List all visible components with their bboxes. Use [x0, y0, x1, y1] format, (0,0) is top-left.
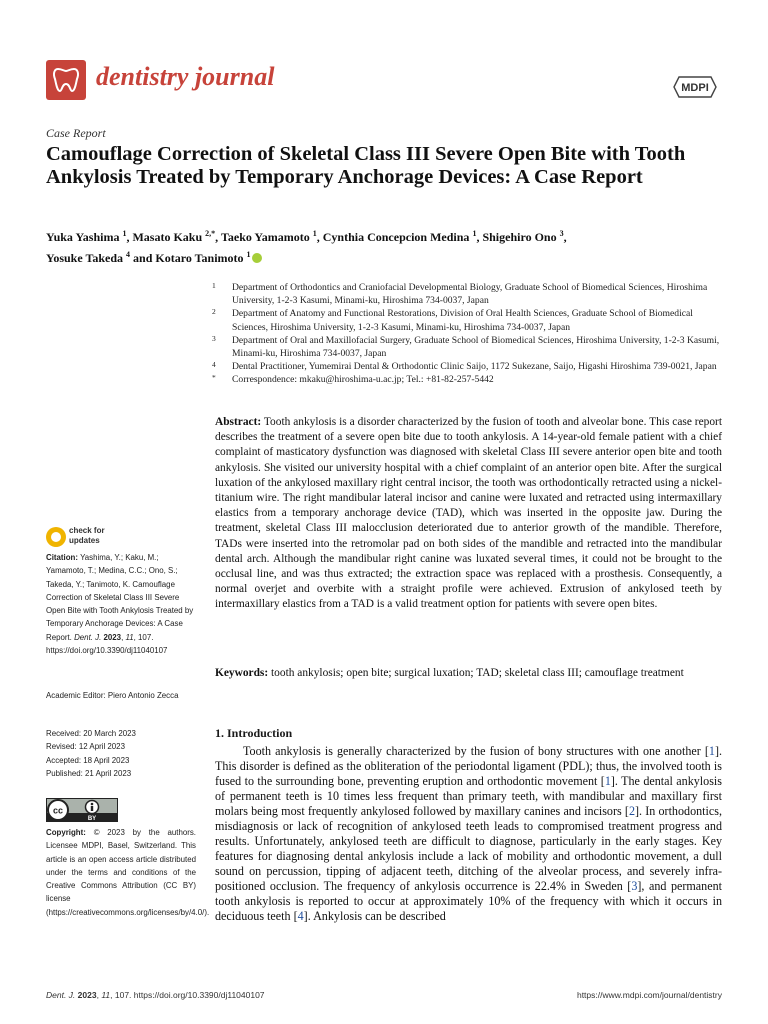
- affiliations: [212, 281, 728, 387]
- copyright-label: Copyright:: [46, 828, 86, 837]
- author-affiliation-marker: 1: [246, 250, 251, 259]
- author-affiliation-marker: 2,*: [205, 229, 216, 238]
- intro-heading: 1. Introduction: [215, 726, 293, 740]
- affiliation-number: 2: [212, 307, 216, 317]
- date-revised: Revised: 12 April 2023: [46, 742, 125, 752]
- author-separator: ,: [476, 230, 483, 244]
- svg-text:cc: cc: [52, 805, 64, 816]
- journal-logo-icon: [46, 60, 86, 100]
- affiliation-text: Department of Anatomy and Functional Restorations, Division of Oral Health Sciences, Graduate School of Biomedical Sciences, Hiroshima University, 1-2-3 Kasumi, Minami-ku, Hiroshima 734-0037, Japan: [232, 308, 693, 333]
- cc-by-text: BY: [87, 816, 97, 822]
- affiliation-item: [212, 334, 728, 360]
- author-name[interactable]: Shigehiro Ono: [482, 230, 557, 244]
- author-affiliation-marker: 4: [126, 250, 131, 259]
- intro-text: ]. The dental ankylosis of permanent teeth is 10 times less frequent than primary teeth, with mandibular and maxillary first molars being most frequently ankylosed followed by maxillary canines and incisors [: [215, 774, 722, 818]
- affiliation-item: [212, 307, 728, 333]
- intro-text: ]. This disorder is defined as the obliteration of the periodontal ligament (PDL); thus, the involved tooth is fused to the surrounding bone, preventing eruption and orthodontic movement [: [215, 744, 722, 788]
- reference-link[interactable]: 1: [708, 744, 715, 758]
- citation-doi[interactable]: , 107. https://doi.org/10.3390/dj11040107: [46, 632, 168, 656]
- intro-text: ], and permanent tooth ankylosis is reported to occur at approximately 10% of the frequency with which it occurs in deciduous teeth [: [215, 879, 722, 923]
- check-for-updates-button[interactable]: [46, 526, 116, 550]
- author-affiliation-marker: 1: [122, 229, 127, 238]
- date-received: Received: 20 March 2023: [46, 729, 136, 738]
- check-updates-line2: updates: [69, 536, 100, 545]
- reference-link[interactable]: 3: [631, 879, 638, 893]
- footer-volume: 11: [101, 990, 111, 1000]
- author-separator: ,: [126, 230, 133, 244]
- keywords-text: tooth ankylosis; open bite; surgical luxation; TAD; skeletal class III; camouflage treatment: [271, 667, 684, 679]
- affiliation-text: Dental Practitioner, Yumemirai Dental & Orthodontic Clinic Saijo, 1172 Sukezane, Saijo, Higashi Hiroshima 739-0021, Japan: [232, 361, 717, 373]
- author-list: [46, 225, 726, 267]
- author-separator: ,: [215, 230, 221, 244]
- author-separator: ,: [563, 230, 567, 244]
- footer-doi[interactable]: , 107. https://doi.org/10.3390/dj11040107: [110, 990, 265, 1000]
- citation-year: 2023: [103, 632, 122, 642]
- academic-editor: Academic Editor: Piero Antonio Zecca: [46, 691, 179, 700]
- author-separator: and: [130, 251, 156, 265]
- citation: Citation: Yashima, Y.; Kaku, M.; Yamamoto, T.; Medina, C.C.; Ono, S.; Takeda, Y.; Tanimoto, K. Camouflage Correction of Skeletal Class III Severe Open Bite with Tooth Ankylosis Treated by Temporary Anchorage Devices: A Case Report. Dent. J. 2023, 11, 107. https://doi.org/10.3390/dj11040107: [46, 553, 194, 656]
- citation-text: Yashima, Y.; Kaku, M.; Yamamoto, T.; Medina, C.C.; Ono, S.; Takeda, Y.; Tanimoto, K. Camouflage Correction of Skeletal Class III Severe Open Bite with Tooth Ankylosis Treated by Temporary Anchorage Devices: A Case Report.: [46, 553, 194, 642]
- abstract: [215, 415, 722, 613]
- author-name[interactable]: Masato Kaku: [132, 230, 203, 244]
- intro-text: ]. Ankylosis can be described: [303, 909, 446, 923]
- author-affiliation-marker: 1: [312, 229, 317, 238]
- keywords-label: Keywords:: [215, 667, 269, 679]
- footer-journal-url[interactable]: https://www.mdpi.com/journal/dentistry: [576, 990, 722, 1000]
- article-title: Camouflage Correction of Skeletal Class III Severe Open Bite with Tooth Ankylosis Treated by Temporary Anchorage Devices: A Case Report: [46, 143, 686, 188]
- orcid-icon[interactable]: [252, 253, 262, 263]
- author-name[interactable]: Cynthia Concepcion Medina: [322, 230, 470, 244]
- affiliation-item: [212, 373, 728, 386]
- author-name[interactable]: Kotaro Tanimoto: [155, 251, 244, 265]
- check-updates-line1: check for: [69, 526, 105, 535]
- date-accepted: Accepted: 18 April 2023: [46, 755, 130, 765]
- keywords: [215, 666, 722, 681]
- author-affiliation-marker: 3: [559, 229, 564, 238]
- affiliation-number: 4: [212, 360, 216, 370]
- mdpi-logo-icon[interactable]: [670, 73, 720, 101]
- affiliation-text: Department of Oral and Maxillofacial Surgery, Graduate School of Biomedical Sciences, Hiroshima University, 1-2-3 Kasumi, Minami-ku, Hiroshima 734-0037, Japan: [232, 334, 720, 360]
- reference-link[interactable]: 1: [604, 774, 611, 788]
- publisher-name: MDPI: [681, 82, 709, 94]
- abstract-label: Abstract:: [215, 416, 262, 428]
- affiliation-item: [212, 360, 728, 373]
- reference-link[interactable]: 4: [297, 909, 304, 923]
- intro-text: ]. In orthodontics, misdiagnosis or lack of recognition of ankylosed teeth leads to compromised treatment progress and results. Unfortunately, ankylosed teeth are difficult to diagnose, particularly in the early stages. Key features for diagnosing dental ankylosis include a lack of mobility and orthodontic movement, a dull sound on percussion, tipping of adjacent teeth, ditching of the alveolar process, and severely infra-positioned occlusion. The frequency of ankylosis occurrence is 22.4% in Sweden [: [215, 804, 722, 893]
- affiliation-number: *: [212, 373, 216, 383]
- footer-journal: Dent. J.: [46, 990, 76, 1000]
- copyright-text: © 2023 by the authors. Licensee MDPI, Basel, Switzerland. This article is an open access article distributed under the terms and conditions of the Creative Commons Attribution (CC BY) license (https://creativecommons.org/licenses/by/4.0/).: [46, 828, 210, 917]
- publication-dates: [46, 727, 196, 780]
- author-name[interactable]: Yuka Yashima: [46, 230, 120, 244]
- intro-paragraph: [215, 744, 722, 924]
- author-affiliation-marker: 1: [472, 229, 477, 238]
- date-published: Published: 21 April 2023: [46, 768, 132, 778]
- author-separator: ,: [316, 230, 323, 244]
- footer-year: 2023: [77, 990, 97, 1000]
- journal-name[interactable]: dentistry journal: [96, 62, 275, 91]
- check-updates-icon: [46, 527, 66, 547]
- article-type: Case Report: [46, 126, 106, 140]
- affiliation-text: Department of Orthodontics and Craniofacial Developmental Biology, Graduate School of Biomedical Sciences, Hiroshima University, 1-2-3 Kasumi, Minami-ku, Hiroshima 734-0037, Japan: [232, 282, 708, 307]
- footer-citation: Dent. J. 2023, 11, 107. https://doi.org/10.3390/dj11040107: [46, 990, 265, 1000]
- author-name[interactable]: Taeko Yamamoto: [220, 230, 310, 244]
- citation-journal: Dent. J.: [74, 632, 102, 642]
- intro-text: Tooth ankylosis is generally characterized by the fusion of bony structures with one another [: [243, 744, 709, 758]
- affiliation-number: 3: [212, 333, 216, 343]
- cc-by-license-icon[interactable]: [46, 798, 118, 822]
- affiliation-number: 1: [212, 281, 216, 290]
- citation-label: Citation:: [46, 553, 78, 562]
- author-name[interactable]: Yosuke Takeda: [46, 251, 124, 265]
- citation-volume: 11: [125, 632, 134, 642]
- affiliation-text: Correspondence: mkaku@hiroshima-u.ac.jp; Tel.: +81-82-257-5442: [232, 374, 494, 386]
- reference-link[interactable]: 2: [628, 804, 635, 818]
- affiliation-item: [212, 281, 728, 307]
- abstract-text: Tooth ankylosis is a disorder characterized by the fusion of tooth and alveolar bone. This case report describes the treatment of a severe open bite due to tooth ankylosis. A 14-year-old female patient with a chief complaint of masticatory dysfunction was diagnosed with skeletal Class III severe anterior open bite and tooth ankylosis. She visited our university hospital with a chief complaint of an anterior open bite. After the surgical luxation of the ankylosed maxillary right central incisor, the tooth was orthodontically retracted using a nickel-titanium wire. The right mandibular lateral incisor and canine were luxated and retracted using intermaxillary elastics from a temporary anchorage device (TAD), which was inserted in the opposite jaw. During the treatment, skeletal Class III malocclusion deteriorated due to anterior growth of the mandible. Therefore, TADs were inserted into the retromolar pad on both sides of the mandible and retracted into the mandibular dental arch. Although the mandibular right canine was luxated several times, it could not be brought to the occlusal line, and was thus extracted; the extraction space was replaced with a prosthesis. Consequently, a normal overjet and overbite with a straight profile were achieved. Extrusion of ankylosed teeth by intermaxillary elastics from a TAD is a valid treatment option for patients with severe open bites.: [215, 416, 722, 611]
- copyright: [46, 826, 210, 919]
